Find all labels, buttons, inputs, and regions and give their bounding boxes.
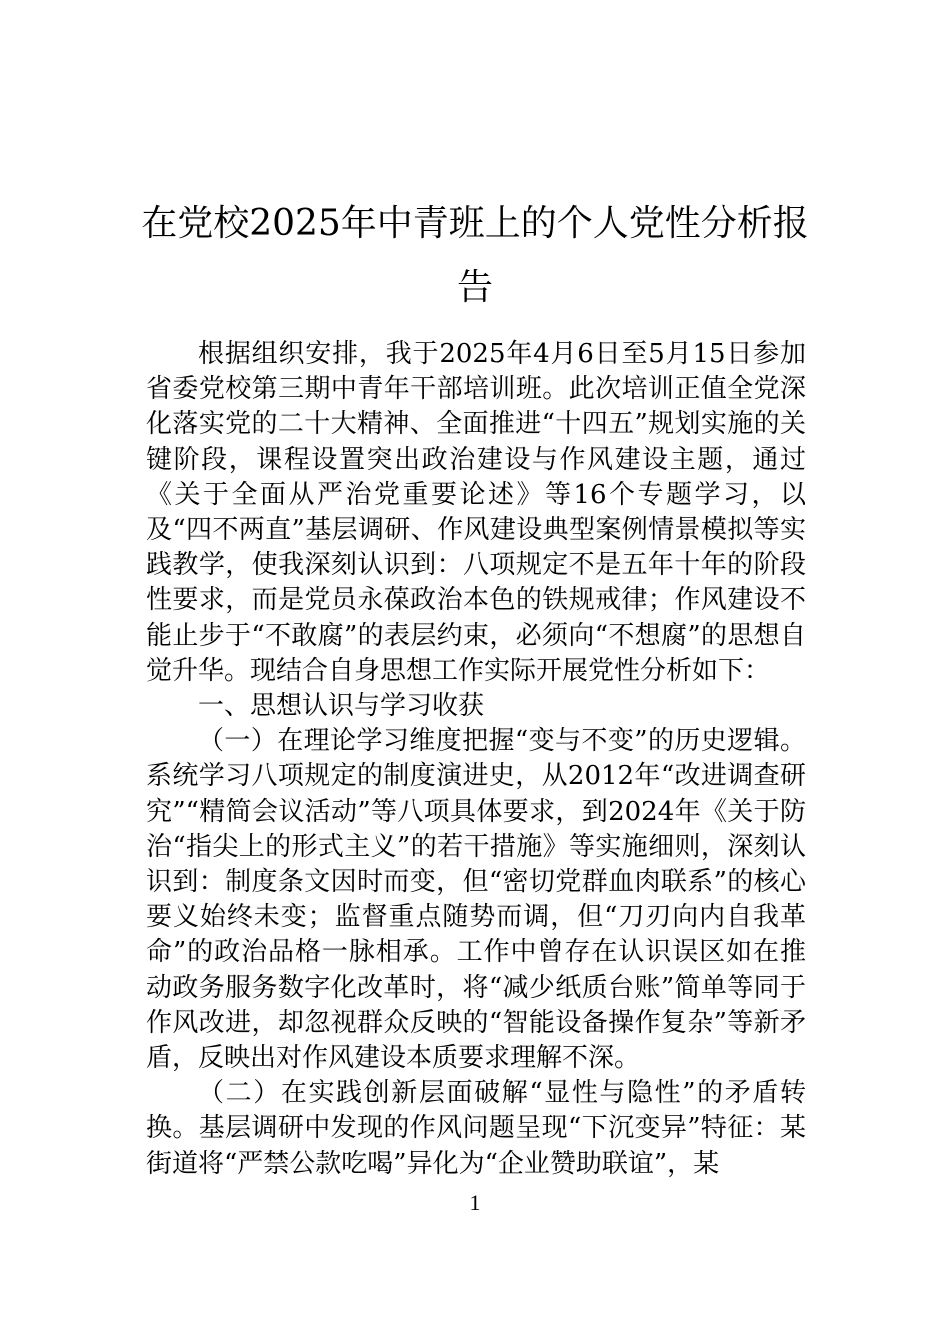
subsection-paragraph: （一）在理论学习维度把握“变与不变”的历史逻辑。系统学习八项规定的制度演进史，从2012年“改进调查研究”“精简会议活动”等八项具体要求，到2024年《关于防治“指尖上的形式主义”的若干措施》等实施细则，深刻认识到：制度条文因时而变，但“密切党群血肉联系”的核心要义始终未变；监督重点随势而调，但“刀刃向内自我革命”的政治品格一脉相承。工作中曾存在认识误区如在推动政务服务数字化改革时，将“减少纸质台账”简单等同于作风改进，却忽视群众反映的“智能设备操作复杂”等新矛盾，反映出对作风建设本质要求理解不深。 — [146, 726, 806, 1074]
document-body — [146, 337, 806, 1182]
document-title: 在党校2025年中青班上的个人党性分析报告 — [141, 203, 809, 309]
section-heading: 一、思想认识与学习收获 — [198, 691, 485, 722]
subsection-paragraph: （二）在实践创新层面破解“显性与隐性”的矛盾转换。基层调研中发现的作风问题呈现“下沉变异”特征：某街道将“严禁公款吃喝”异化为“企业赞助联谊”，某 — [146, 1078, 806, 1179]
page-number: 1 — [469, 1190, 481, 1215]
intro-paragraph: 根据组织安排，我于2025年4月6日至5月15日参加省委党校第三期中青年干部培训班。此次培训正值全党深化落实党的二十大精神、全面推进“十四五”规划实施的关键阶段，课程设置突出政治建设与作风建设主题，通过《关于全面从严治党重要论述》等16个专题学习，以及“四不两直”基层调研、作风建设典型案例情景模拟等实践教学，使我深刻认识到：八项规定不是五年十年的阶段性要求，而是党员永葆政治本色的铁规戒律；作风建设不能止步于“不敢腐”的表层约束，必须向“不想腐”的思想自觉升华。现结合自身思想工作实际开展党性分析如下： — [146, 339, 806, 686]
